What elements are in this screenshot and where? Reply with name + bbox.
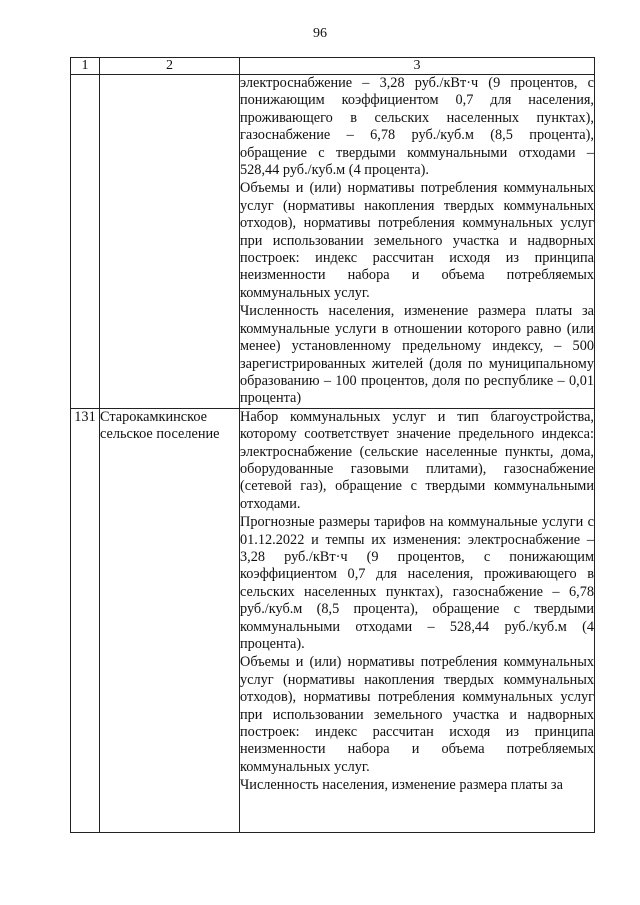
column-header-description: 3 bbox=[240, 58, 595, 75]
row-description-clip bbox=[240, 409, 594, 832]
table-header-row bbox=[71, 58, 595, 75]
page-number: 96 bbox=[313, 26, 327, 41]
paragraph-consumption-volumes: Объемы и (или) нормативы потребления коммунальных услуг (нормативы накопления твердых коммунальных отходов), нормативы потребления коммунальных услуг при использовании земельного участка и надворных построек: индекс рассчитан исходя из принципа неизменности набора и объема потребляемых коммунальных услуг. bbox=[240, 654, 594, 775]
paragraph-tariffs-continued: электроснабжение – 3,28 руб./кВт·ч (9 процентов, с понижающим коэффициентом 0,7 для населения, проживающего в сельских населенных пунктах), газоснабжение – 6,78 руб./куб.м (8,5 процента), обращение с твердыми коммунальными отходами – 528,44 руб./куб.м (4 процента). bbox=[240, 75, 594, 179]
row-description-cell bbox=[240, 408, 595, 832]
column-header-municipality: 2 bbox=[100, 58, 240, 75]
paragraph-consumption-volumes: Объемы и (или) нормативы потребления коммунальных услуг (нормативы накопления твердых коммунальных отходов), нормативы потребления коммунальных услуг при использовании земельного участка и надворных построек: индекс рассчитан исходя из принципа неизменности набора и объема потребляемых коммунальных услуг. bbox=[240, 180, 594, 301]
table-row-continuation bbox=[71, 75, 595, 409]
paragraph-population: Численность населения, изменение размера платы за коммунальные услуги в отношении которого равно (или менее) установленному предельному индексу, – 500 зарегистрированных жителей (доля по муниципальному образованию – 100 процентов, доля по республике – 0,01 процента) bbox=[240, 303, 594, 407]
continuation-number-cell bbox=[71, 75, 100, 409]
indices-table bbox=[70, 57, 595, 833]
municipality-name: Старокамкинское сельское поселение bbox=[100, 408, 240, 832]
column-header-number: 1 bbox=[71, 58, 100, 75]
paragraph-forecast-tariffs: Прогнозные размеры тарифов на коммунальные услуги с 01.12.2022 и темпы их изменения: электроснабжение – 3,28 руб./кВт·ч (9 процентов, с понижающим коэффициентом 0,7 для населения, проживающего в сельских населенных пунктах), газоснабжение – 6,78 руб./куб.м (8,5 процента), обращение с твердыми коммунальными отходами – 528,44 руб./куб.м (4 процента). bbox=[240, 514, 594, 652]
paragraph-population-cut: Численность населения, изменение размера платы за bbox=[240, 777, 563, 794]
row-number: 131 bbox=[71, 408, 100, 832]
paragraph-service-set: Набор коммунальных услуг и тип благоустройства, которому соответствует значение предельного индекса: электроснабжение (сельские населенные пункты, дома, оборудованные газовыми плитами), газоснабжение (сетевой газ), обращение с твердыми коммунальными отходами. bbox=[240, 408, 594, 512]
table-row bbox=[71, 408, 595, 832]
continuation-description-cell bbox=[240, 75, 595, 409]
continuation-name-cell bbox=[100, 75, 240, 409]
